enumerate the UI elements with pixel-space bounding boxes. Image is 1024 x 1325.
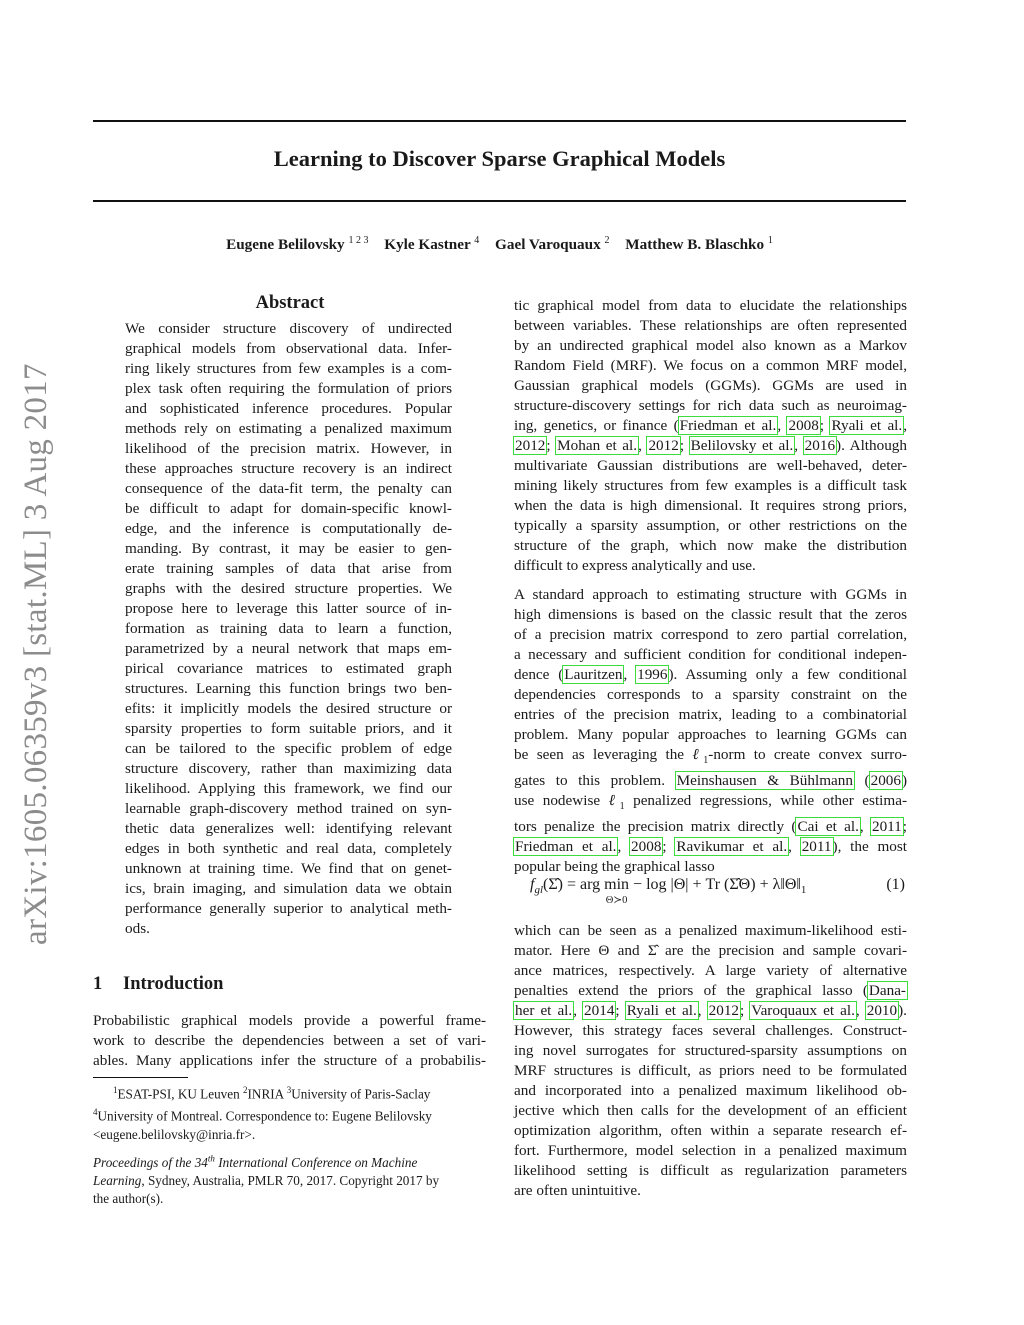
equation-graphical-lasso bbox=[530, 876, 905, 906]
text-line: ing, genetics, or finance (Friedman et al., 2008; Ryali et al., bbox=[514, 417, 907, 434]
text-line: methods rely on estimating a penalized maximum bbox=[125, 420, 452, 437]
citation-link[interactable]: 1996 bbox=[637, 666, 668, 683]
text-line: edges in both synthetic and real data, completely bbox=[125, 840, 452, 857]
conference-name-cont: Learning bbox=[93, 1173, 142, 1189]
citation-link[interactable]: 2014 bbox=[584, 1002, 615, 1019]
text-line: pirical covariance matrices to estimated graph bbox=[125, 660, 452, 677]
title-top-rule bbox=[93, 120, 906, 122]
author-name: Eugene Belilovsky bbox=[226, 236, 345, 254]
text-line: MRF structures is difficult, as priors need to be formulated bbox=[514, 1062, 907, 1079]
citation-link[interactable]: Ryali et al. bbox=[626, 1002, 697, 1019]
text-line: We consider structure discovery of undirected bbox=[125, 320, 452, 337]
text-line: mining likely structures from few examples is a difficult task bbox=[514, 477, 907, 494]
text-line: be difficult to adapt for domain-specific knowl- bbox=[125, 500, 452, 517]
text-line: between variables. These relationships are often represented bbox=[514, 317, 907, 334]
text-line: ring likely structures from few examples is a com- bbox=[125, 360, 452, 377]
text-line: learnable graph-discovery method trained on syn- bbox=[125, 800, 452, 817]
equation-min: min bbox=[604, 876, 630, 893]
copyright-holder: the author(s). bbox=[93, 1191, 164, 1207]
section-title: Introduction bbox=[123, 974, 224, 994]
text-line: which can be seen as a penalized maximum-likelihood esti- bbox=[514, 922, 907, 939]
text-line: are often unintuitive. bbox=[514, 1182, 641, 1199]
citation-link[interactable]: Mohan et al. bbox=[557, 437, 638, 454]
citation-link[interactable]: Meinshausen & Bühlmann bbox=[676, 772, 853, 790]
text-line: use nodewise ℓ$_1$ penalized regressions, while other estima- bbox=[514, 792, 908, 813]
proceedings-prefix: Proceedings of the bbox=[93, 1155, 195, 1171]
text-line: unknown at training time. We find that on genet- bbox=[125, 860, 452, 877]
text-line: Random Field (MRF). We focus on a common MRF model, bbox=[514, 357, 907, 374]
text-line: sparsity properties to form suitable priors, and it bbox=[125, 720, 452, 737]
author-affiliation: 1 bbox=[767, 235, 773, 246]
author-name: Kyle Kastner bbox=[384, 236, 471, 254]
text-line: propose here to leverage this latter source of in- bbox=[125, 600, 452, 617]
text-line: and incorporated into a penalized maximum likelihood ob- bbox=[514, 1082, 907, 1099]
text-line: likelihood setting is difficult as regularization parameters bbox=[514, 1162, 907, 1179]
introduction-body bbox=[93, 1011, 486, 1071]
correspondence-email[interactable]: <eugene.belilovsky@inria.fr>. bbox=[93, 1126, 256, 1142]
text-line: mator. Here Θ and Σ̂ are the precision and sample covari- bbox=[514, 942, 907, 959]
text-line: ance matrices, respectively. A large variety of alternative bbox=[514, 962, 907, 979]
text-line: multivariate Gaussian distributions are well-behaved, deter- bbox=[514, 457, 907, 474]
affiliation-2: INRIA bbox=[247, 1086, 284, 1102]
citation-link[interactable]: Cai et al. bbox=[797, 818, 859, 836]
text-line: structure discovery, rather than maximizing data bbox=[125, 760, 452, 777]
text-line: parametrized by a neural network that maps em- bbox=[125, 640, 452, 657]
citation-link[interactable]: Dana- bbox=[868, 982, 906, 999]
text-line: edge, and the inference is computationally de- bbox=[125, 520, 452, 537]
citation-link[interactable]: 2012 bbox=[515, 437, 546, 454]
citation-link[interactable]: 2008 bbox=[631, 838, 662, 856]
citation-link[interactable]: Friedman et al. bbox=[515, 838, 617, 856]
text-line: high dimensions is based on the classic result that the zeros bbox=[514, 606, 907, 623]
text-line: thetic data generalizes well: identifying relevant bbox=[125, 820, 452, 837]
text-line: when the data is high dimensional. It requires strong priors, bbox=[514, 497, 907, 514]
citation-link[interactable]: Belilovsky et al. bbox=[690, 437, 794, 454]
text-line: popular being the graphical lasso bbox=[514, 858, 715, 876]
text-line: structure-discovery settings for rich data such as neuroimag- bbox=[514, 397, 907, 414]
text-line: her et al., 2014; Ryali et al., 2012; Varoquaux et al., 2010). bbox=[515, 1002, 907, 1019]
text-line: likelihood. Applying this framework, we find our bbox=[125, 780, 452, 797]
text-line: and sophisticated inference procedures. Popular bbox=[125, 400, 452, 417]
text-line: by an undirected graphical model also known as a Markov bbox=[514, 337, 907, 354]
text-line: optimization algorithm, often within a separate research ef- bbox=[514, 1122, 907, 1139]
equation-arg: (Σ̂) = arg bbox=[543, 876, 605, 893]
text-line: ics, brain imaging, and simulation data we obtain bbox=[125, 880, 452, 897]
text-line: dependencies corresponds to a sparsity constraint on the bbox=[514, 686, 907, 703]
text-line: difficult to express analytically and use. bbox=[514, 557, 756, 574]
author-affiliation: 2 bbox=[604, 235, 610, 246]
conference-ordinal: 34 bbox=[194, 1155, 208, 1171]
text-line: structure of the graph, which now make the distribution bbox=[514, 537, 907, 554]
equation-min-subscript: Θ≻0 bbox=[605, 895, 628, 906]
text-line: a necessary and sufficient condition for conditional indepen- bbox=[514, 646, 907, 663]
arxiv-identifier-stamp: arXiv:1605.06359v3 [stat.ML] 3 Aug 2017 bbox=[18, 363, 54, 945]
text-line: tic graphical model from data to elucidate the relationships bbox=[514, 297, 907, 314]
text-line: fort. Furthermore, model selection in a penalized maximum bbox=[514, 1142, 907, 1159]
text-line: problem. Many popular approaches to learning GGMs can bbox=[514, 726, 907, 743]
abstract-body bbox=[125, 319, 452, 939]
affiliation-1: ESAT-PSI, KU Leuven bbox=[117, 1086, 240, 1102]
author-affiliation: 4 bbox=[474, 235, 480, 246]
text-line: Friedman et al., 2008; Ravikumar et al., 2011), the most bbox=[515, 838, 907, 856]
text-line: structures. Learning this function brings two ben- bbox=[125, 680, 452, 697]
affiliation-4: University of Montreal. Correspondence to: Eugene Belilovsky bbox=[97, 1108, 432, 1124]
equation-number: (1) bbox=[886, 876, 905, 893]
text-line: ing novel surrogates for structured-sparsity assumptions on bbox=[514, 1042, 907, 1059]
author-affiliation: 1 2 3 bbox=[348, 235, 369, 246]
citation-link[interactable]: 2016 bbox=[804, 437, 836, 454]
text-line: graphical models from observational data. Infer- bbox=[125, 340, 452, 357]
text-line: dence (Lauritzen, 1996). Assuming only a few conditional bbox=[514, 666, 908, 683]
text-line: graphs with the desired structure properties. We bbox=[125, 580, 452, 597]
text-line: penalties extend the priors of the graphical lasso (Dana- bbox=[514, 982, 906, 999]
abstract-heading: Abstract bbox=[255, 293, 325, 313]
equation-lhs-subscript: gl bbox=[534, 884, 544, 897]
equation-rhs-subscript: 1 bbox=[800, 884, 807, 897]
text-line: plex task often requiring the formulation of priors bbox=[125, 380, 452, 397]
section-number: 1 bbox=[93, 974, 103, 994]
text-line: can be tailored to the specific problem of edge bbox=[125, 740, 452, 757]
text-line: entries of the precision matrix, leading to a combinatorial bbox=[514, 706, 907, 723]
text-line: manding. By contrast, it may be easier to gen- bbox=[125, 540, 452, 557]
citation-link[interactable]: 2011 bbox=[871, 818, 902, 836]
citation-link[interactable]: Lauritzen bbox=[564, 666, 623, 683]
conference-ordinal-suffix: th bbox=[207, 1154, 215, 1164]
text-line: ods. bbox=[125, 920, 150, 937]
author-name: Matthew B. Blaschko bbox=[625, 236, 765, 254]
text-line: of a precision matrix correspond to zero partial correlation, bbox=[514, 626, 907, 643]
paper-title: Learning to Discover Sparse Graphical Models bbox=[273, 146, 726, 171]
text-line: Gaussian graphical models (GGMs). GGMs are used in bbox=[514, 377, 907, 394]
citation-link[interactable]: Varoquaux et al. bbox=[751, 1002, 855, 1019]
citation-link[interactable]: 2012 bbox=[708, 1002, 740, 1019]
text-line: work to describe the dependencies between a set of vari- bbox=[93, 1032, 486, 1049]
text-line: be seen as leveraging the ℓ$_1$-norm to create convex surro- bbox=[514, 746, 907, 767]
section-heading-introduction bbox=[93, 974, 223, 995]
affiliation-footnote: $^1$ESAT-PSI, KU Leuven $^2$INRIA $^3$University of Paris-Saclay $^4$University of Montreal. Correspondence to: Eugene Belilovsky <eugene.belilovsky@inria.fr>. bbox=[93, 1081, 486, 1144]
text-line: typically a sparsity assumption, or other restrictions on the bbox=[514, 517, 907, 534]
text-line: Probabilistic graphical models provide a powerful frame- bbox=[93, 1012, 486, 1029]
equation-lhs: f bbox=[530, 876, 535, 893]
citation-link[interactable]: 2012 bbox=[648, 437, 679, 454]
proceedings-notice bbox=[93, 1150, 486, 1208]
text-line: 2012; Mohan et al., 2012; Belilovsky et al., 2016). Although bbox=[515, 437, 907, 454]
conference-name: International Conference on Machine bbox=[214, 1155, 418, 1171]
citation-link[interactable]: 2006 bbox=[870, 772, 901, 790]
text-line: A standard approach to estimating structure with GGMs in bbox=[514, 586, 907, 603]
author-list bbox=[93, 235, 906, 254]
citation-link[interactable]: 2008 bbox=[788, 417, 819, 434]
text-line: gates to this problem. Meinshausen & Bühlmann (2006) bbox=[514, 772, 908, 790]
right-column-paragraph-1 bbox=[514, 296, 907, 576]
text-line: formation as training data to learn a function, bbox=[125, 620, 452, 637]
citation-link[interactable]: Ravikumar et al. bbox=[676, 838, 788, 856]
text-line: ables. Many applications infer the structure of a probabilis- bbox=[93, 1052, 486, 1069]
footnote-rule bbox=[93, 1077, 188, 1078]
text-line: likelihood of the precision matrix. However, in bbox=[125, 440, 452, 457]
right-column-paragraph-3 bbox=[514, 921, 907, 1201]
title-bottom-rule bbox=[93, 200, 906, 202]
text-line: tors penalize the precision matrix directly (Cai et al., 2011; bbox=[514, 818, 908, 836]
text-line: efits: it implicitly models the desired structure or bbox=[125, 700, 452, 717]
author-name: Gael Varoquaux bbox=[495, 236, 601, 254]
text-line: consequence of the data-fit term, the penalty can bbox=[125, 480, 452, 497]
citation-link[interactable]: her et al. bbox=[515, 1002, 573, 1019]
affiliation-3: University of Paris-Saclay bbox=[291, 1086, 431, 1102]
conference-details: , Sydney, Australia, PMLR 70, 2017. Copyright 2017 by bbox=[141, 1173, 440, 1189]
equation-rhs: − log |Θ| + Tr (Σ̂Θ) + λ‖Θ‖ bbox=[629, 876, 801, 893]
citation-link[interactable]: Friedman et al. bbox=[679, 417, 777, 434]
text-line: performance generally superior to analytical meth- bbox=[125, 900, 452, 917]
citation-link[interactable]: 2010 bbox=[866, 1002, 898, 1019]
citation-link[interactable]: 2011 bbox=[801, 838, 832, 856]
citation-link[interactable]: Ryali et al. bbox=[831, 417, 903, 434]
text-line: these approaches structure recovery is an indirect bbox=[125, 460, 452, 477]
text-line: jective which then calls for the development of an efficient bbox=[514, 1102, 907, 1119]
text-line: erate training samples of data that arise from bbox=[125, 560, 452, 577]
right-column-paragraph-2 bbox=[514, 585, 907, 877]
text-line: However, this strategy faces several challenges. Construct- bbox=[514, 1022, 907, 1039]
